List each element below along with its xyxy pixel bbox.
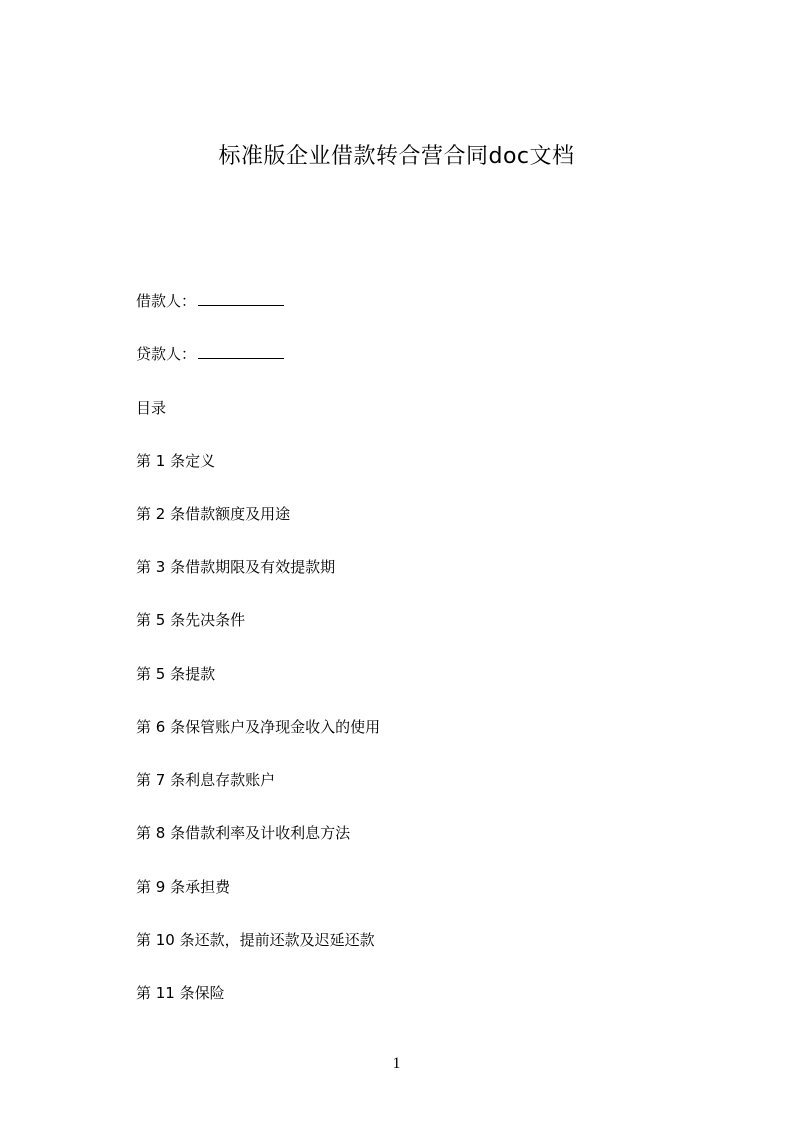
toc-item-10: 第 10 条还款，提前还款及迟延还款 [136,931,375,949]
toc-item-8: 第 8 条借款利率及计收利息方法 [136,824,351,842]
toc-item-2: 第 2 条借款额度及用途 [136,505,291,523]
page-number: 1 [392,1055,401,1072]
toc-item-4: 第 5 条先决条件 [136,611,246,629]
lender-blank-line [198,344,284,359]
borrower-blank-line [198,291,284,306]
toc-item-3: 第 3 条借款期限及有效提款期 [136,558,336,576]
toc-heading: 目录 [136,399,167,417]
toc-item-6: 第 6 条保管账户及净现金收入的使用 [136,718,381,736]
lender-field [136,344,284,364]
toc-item-7: 第 7 条利息存款账户 [136,771,276,789]
borrower-label: 借款人： [136,292,197,310]
borrower-field [136,291,284,311]
toc-item-9: 第 9 条承担费 [136,878,231,896]
lender-label: 贷款人： [136,345,197,363]
document-title: 标准版企业借款转合营合同doc文档 [218,144,575,169]
toc-item-11: 第 11 条保险 [136,984,225,1002]
toc-item-1: 第 1 条定义 [136,452,216,470]
toc-item-5: 第 5 条提款 [136,665,216,683]
